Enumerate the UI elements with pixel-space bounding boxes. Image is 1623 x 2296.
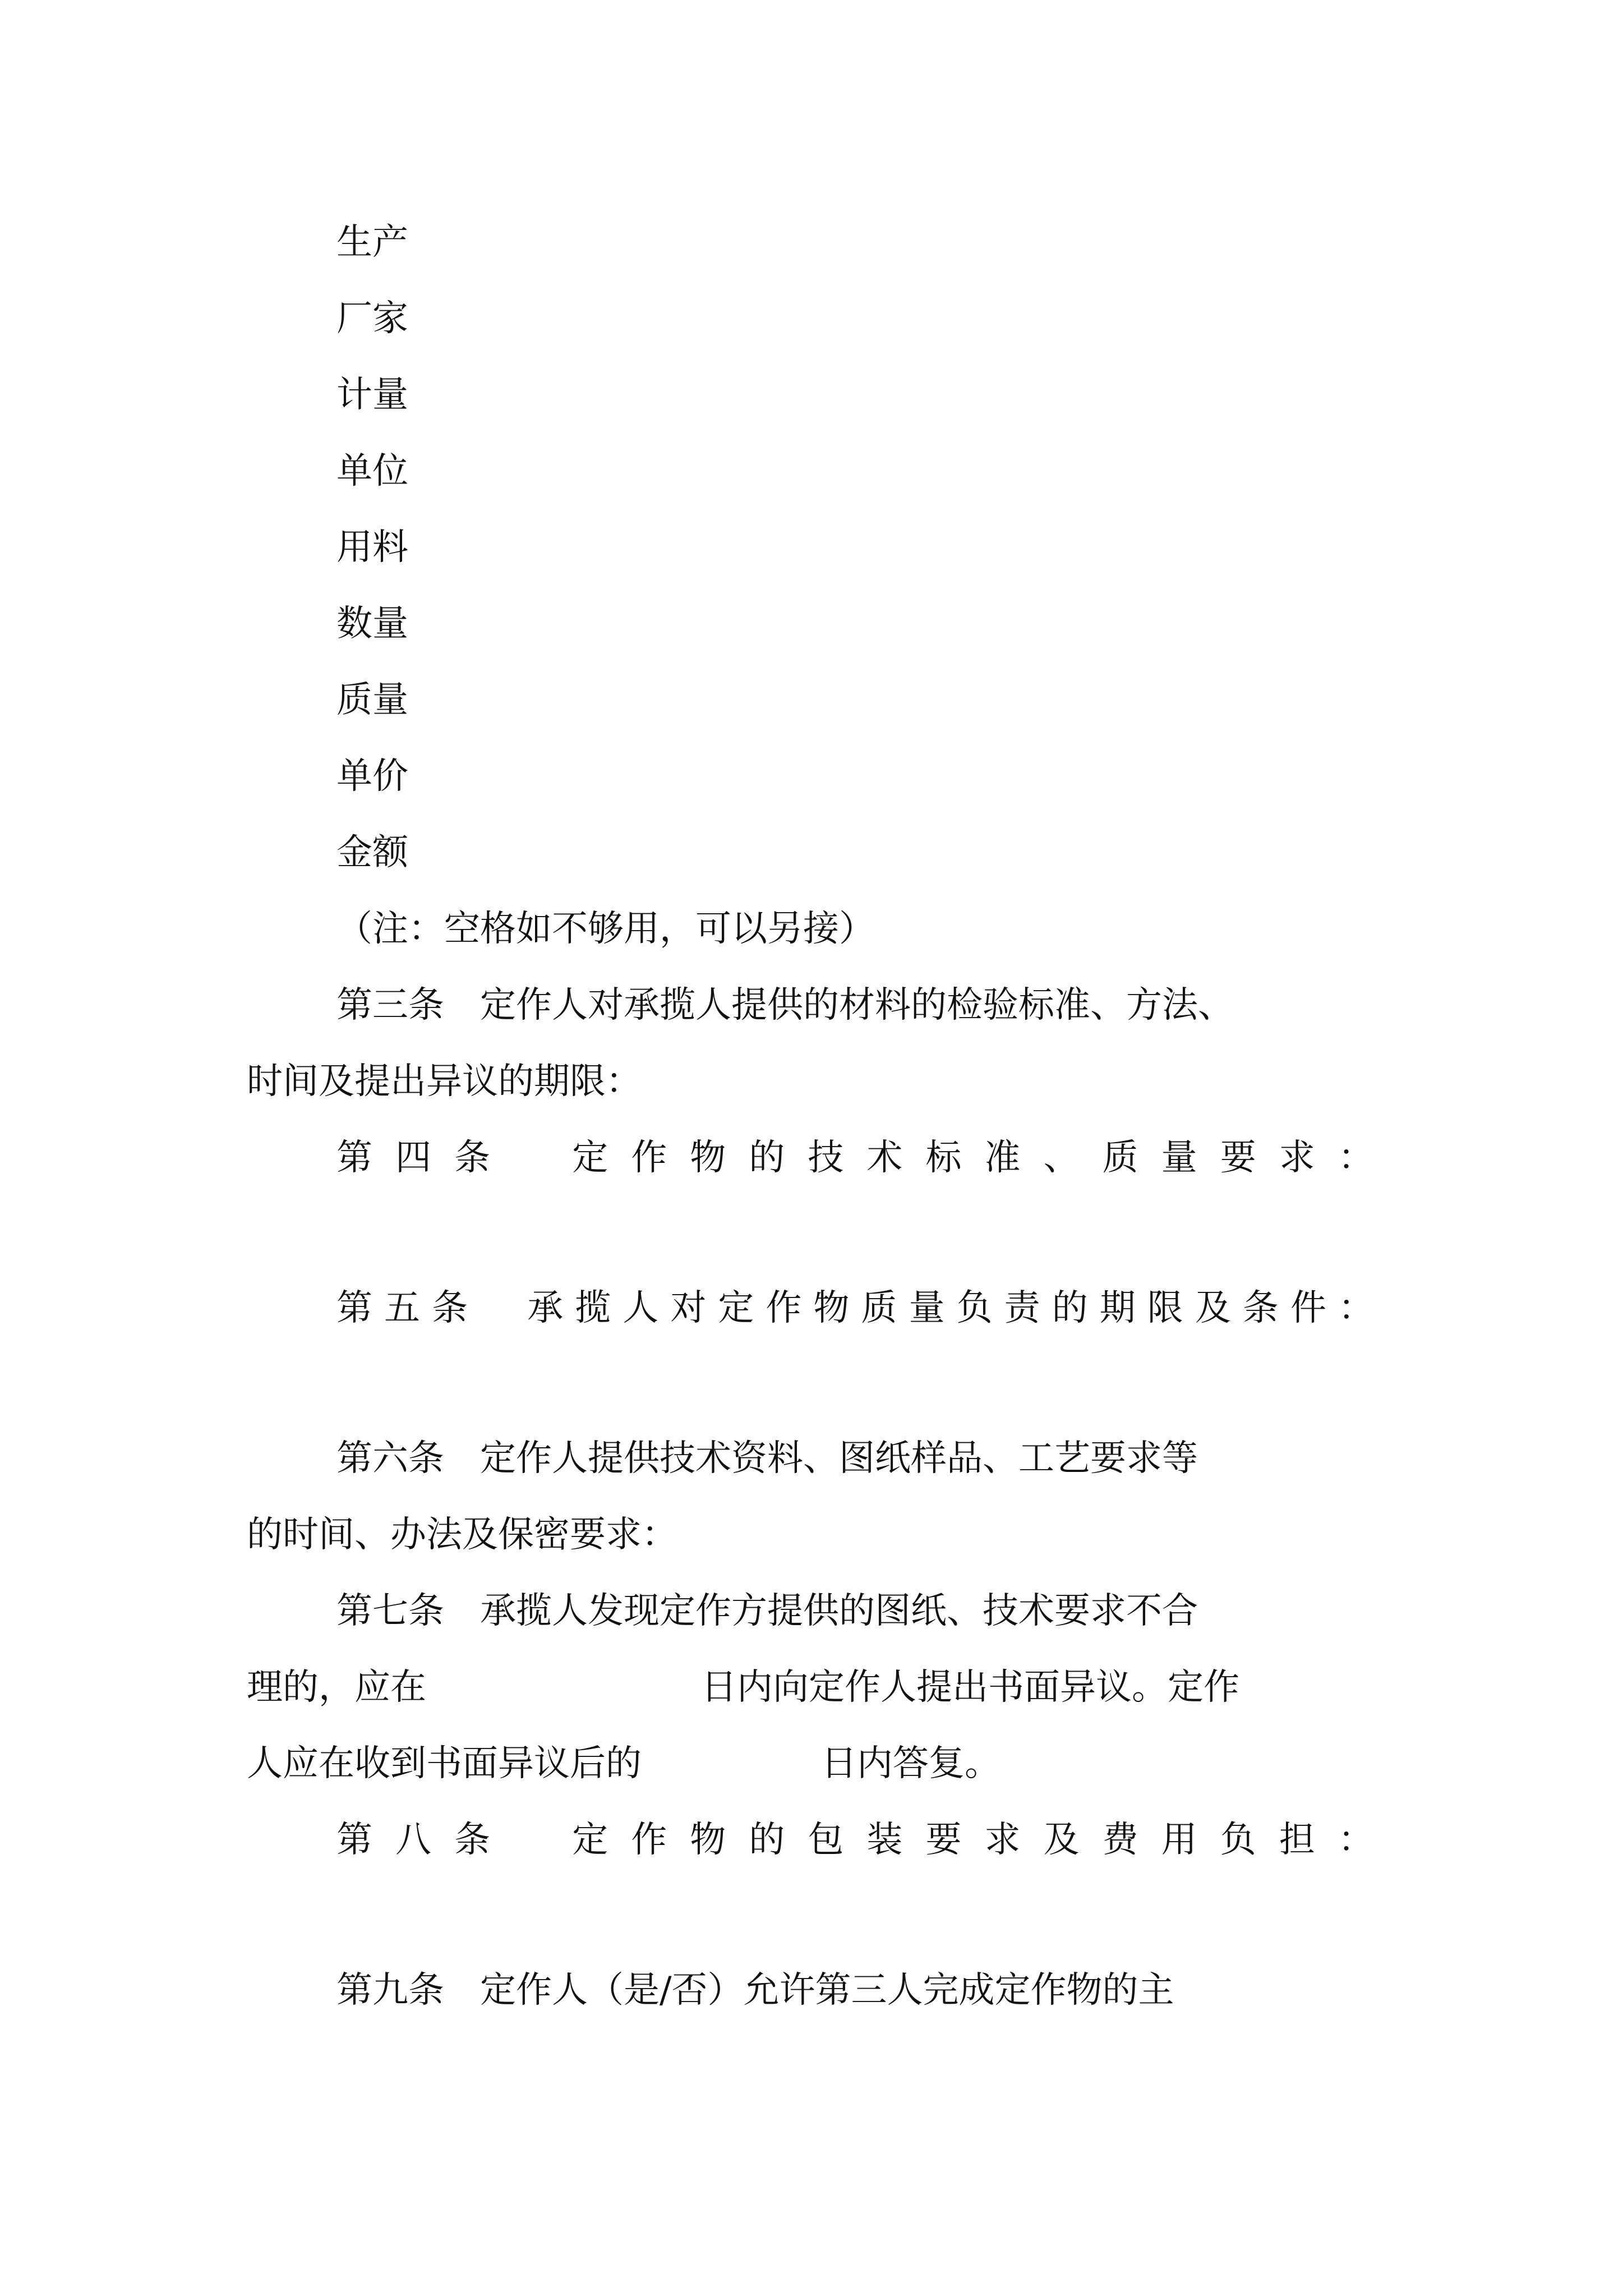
glyph: 量 — [909, 1287, 945, 1329]
article-4 — [336, 1135, 1374, 1180]
article-7-line-2 — [247, 1665, 1239, 1710]
field-label-unit-price: 单价 — [336, 756, 408, 797]
article-6-line-1: 第六条 定作人提供技术资料、图纸样品、工艺要求等 — [336, 1438, 1198, 1479]
glyph: 求 — [984, 1819, 1021, 1861]
article-3-line-2: 时间及提出异议的期限： — [247, 1061, 642, 1102]
glyph: 五 — [384, 1287, 421, 1329]
glyph — [479, 1286, 515, 1331]
glyph: 对 — [670, 1287, 707, 1329]
article-7-line-3 — [247, 1741, 1000, 1786]
glyph: 负 — [956, 1287, 993, 1329]
glyph: 量 — [1161, 1137, 1197, 1179]
article-7-line-3-end: 日内答复。 — [821, 1743, 1000, 1784]
glyph: 定 — [572, 1819, 608, 1861]
glyph: 的 — [749, 1819, 785, 1861]
glyph: 条 — [1242, 1287, 1279, 1329]
glyph: ： — [1338, 1287, 1374, 1329]
glyph: 标 — [925, 1137, 962, 1179]
glyph: ： — [1338, 1819, 1374, 1861]
glyph: 承 — [527, 1287, 564, 1329]
field-label-measure: 计量 — [336, 374, 408, 416]
glyph: 的 — [1052, 1287, 1088, 1329]
glyph: 件 — [1290, 1287, 1326, 1329]
glyph: 条 — [432, 1287, 468, 1329]
glyph: 四 — [395, 1137, 432, 1179]
glyph: 及 — [1043, 1819, 1080, 1861]
field-label-amount: 金额 — [336, 832, 408, 873]
field-label-production: 生产 — [336, 222, 408, 263]
glyph: 揽 — [575, 1287, 611, 1329]
article-6-line-2: 的时间、办法及保密要求： — [247, 1514, 677, 1556]
glyph: 担 — [1279, 1819, 1315, 1861]
article-9-line-1: 第九条 定作人（是/否）允许第三人完成定作物的主 — [336, 1970, 1174, 2011]
note-text: （注：空格如不够用，可以另接） — [336, 908, 875, 950]
glyph: 条 — [454, 1137, 491, 1179]
glyph: 作 — [631, 1137, 667, 1179]
glyph: 第 — [336, 1137, 372, 1179]
glyph: 人 — [623, 1287, 659, 1329]
field-label-quality: 质量 — [336, 679, 408, 721]
glyph: 第 — [336, 1287, 372, 1329]
glyph: 第 — [336, 1819, 372, 1861]
glyph: 限 — [1147, 1287, 1183, 1329]
glyph: 条 — [454, 1819, 491, 1861]
glyph — [513, 1135, 549, 1180]
glyph — [513, 1818, 549, 1862]
glyph: 包 — [808, 1819, 844, 1861]
article-7-line-2-end: 日内向定作人提出书面异议。定作 — [701, 1667, 1239, 1708]
glyph: 责 — [1004, 1287, 1040, 1329]
glyph: 期 — [1099, 1287, 1136, 1329]
glyph: 物 — [690, 1137, 726, 1179]
glyph: 八 — [395, 1819, 432, 1861]
glyph: 术 — [866, 1137, 903, 1179]
glyph: 质 — [861, 1287, 897, 1329]
article-7-line-2-start: 理的，应在 — [247, 1667, 426, 1708]
glyph: 及 — [1195, 1287, 1231, 1329]
glyph: 求 — [1279, 1137, 1315, 1179]
glyph: 作 — [766, 1287, 802, 1329]
article-7-line-1: 第七条 承揽人发现定作方提供的图纸、技术要求不合 — [336, 1590, 1198, 1632]
glyph: 物 — [690, 1819, 726, 1861]
glyph: 作 — [631, 1819, 667, 1861]
glyph: 准 — [984, 1137, 1021, 1179]
glyph: ： — [1338, 1137, 1374, 1179]
glyph: 定 — [572, 1137, 608, 1179]
glyph: 负 — [1220, 1819, 1256, 1861]
glyph: 的 — [749, 1137, 785, 1179]
glyph: 装 — [866, 1819, 903, 1861]
field-label-unit: 单位 — [336, 450, 408, 492]
glyph: 技 — [808, 1137, 844, 1179]
field-label-manufacturer: 厂家 — [336, 298, 408, 339]
glyph: 用 — [1161, 1819, 1197, 1861]
glyph: 要 — [925, 1819, 962, 1861]
field-label-material: 用料 — [336, 527, 408, 568]
glyph: 定 — [718, 1287, 754, 1329]
field-label-quantity: 数量 — [336, 603, 408, 645]
glyph: 物 — [813, 1287, 850, 1329]
article-8 — [336, 1818, 1374, 1862]
article-5 — [336, 1286, 1374, 1331]
glyph: 质 — [1102, 1137, 1138, 1179]
glyph: 费 — [1102, 1819, 1138, 1861]
article-7-line-3-start: 人应在收到书面异议后的 — [247, 1743, 642, 1784]
glyph: 、 — [1043, 1137, 1080, 1179]
glyph: 要 — [1220, 1137, 1256, 1179]
article-3-line-1: 第三条 定作人对承揽人提供的材料的检验标准、方法、 — [336, 984, 1234, 1026]
